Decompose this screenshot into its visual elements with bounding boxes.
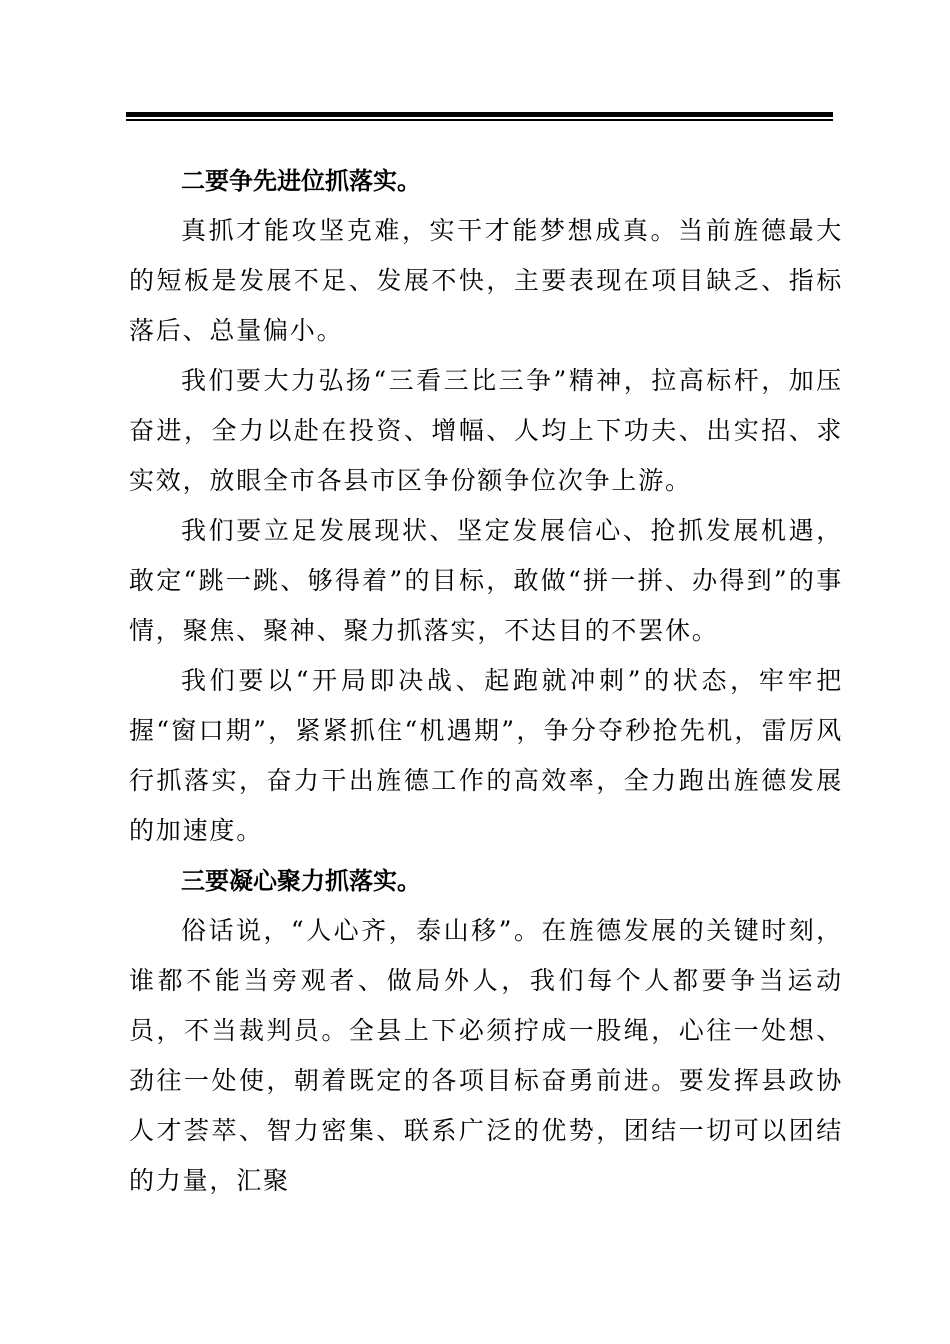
body-paragraph: 我们要以“开局即决战、起跑就冲刺”的状态，牢牢把握“窗口期”，紧紧抓住“机遇期”，争分夺秒抢先机，雷厉风行抓落实，奋力干出旌德工作的高效率，全力跑出旌德发展的加速度。	[129, 666, 843, 845]
body-paragraph: 我们要立足发展现状、坚定发展信心、抢抓发展机遇，敢定“跳一跳、够得着”的目标，敢做“拼一拼、办得到”的事情，聚焦、聚神、聚力抓落实，不达目的不罢休。	[129, 516, 843, 645]
header-rule-thick	[126, 112, 833, 117]
header-rule-thin	[126, 119, 833, 121]
section-heading: 三要凝心聚力抓落实。	[181, 867, 421, 895]
body-paragraph: 真抓才能攻坚克难，实干才能梦想成真。当前旌德最大的短板是发展不足、发展不快，主要表现在项目缺乏、指标落后、总量偏小。	[129, 216, 843, 345]
document-body	[129, 156, 843, 1206]
body-paragraph: 我们要大力弘扬“三看三比三争”精神，拉高标杆，加压奋进，全力以赴在投资、增幅、人均上下功夫、出实招、求实效，放眼全市各县市区争份额争位次争上游。	[129, 366, 843, 495]
section-heading: 二要争先进位抓落实。	[181, 167, 421, 195]
body-paragraph: 俗话说，“人心齐，泰山移”。在旌德发展的关键时刻，谁都不能当旁观者、做局外人，我们每个人都要争当运动员，不当裁判员。全县上下必须拧成一股绳，心往一处想、劲往一处使，朝着既定的各项目标奋勇前进。要发挥县政协人才荟萃、智力密集、联系广泛的优势，团结一切可以团结的力量，汇聚	[129, 916, 843, 1195]
header-double-rule	[126, 112, 833, 122]
